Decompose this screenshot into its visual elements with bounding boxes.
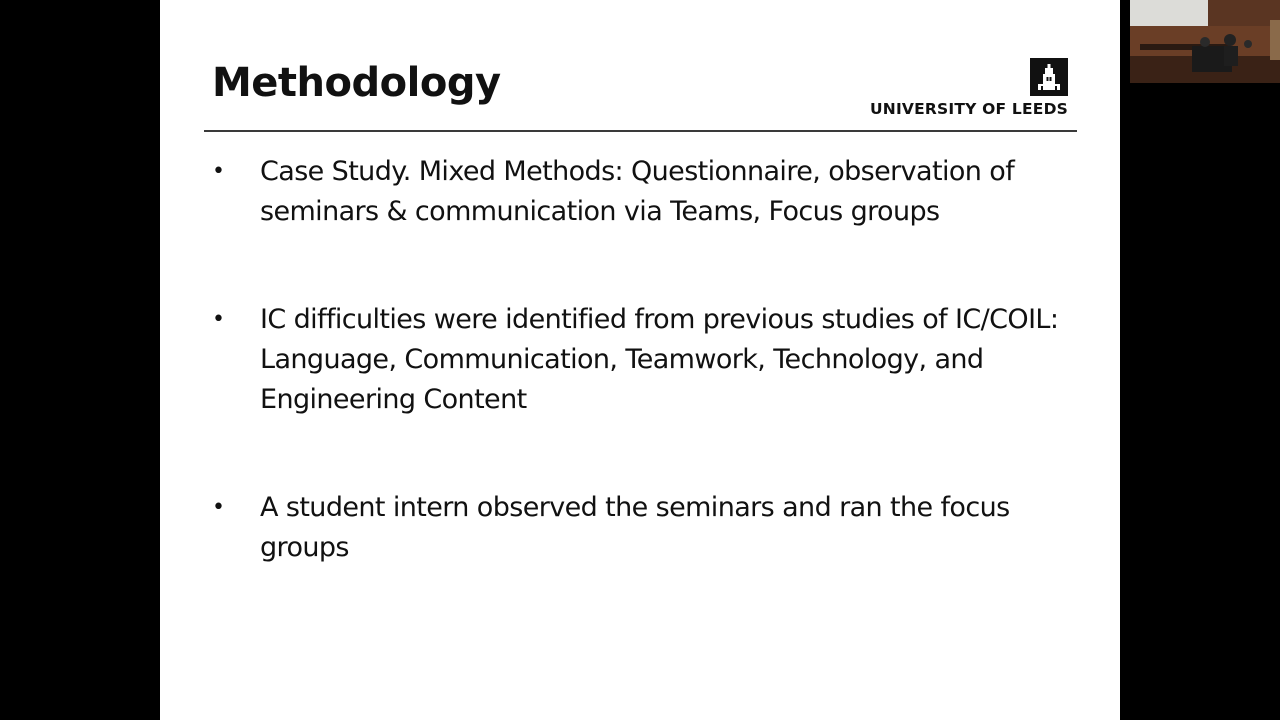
bullet-text: IC difficulties were identified from previous studies of IC/COIL: Language, Communication, Teamwork, Technology, and Engineering Content bbox=[260, 304, 1059, 415]
slide bbox=[160, 0, 1120, 720]
bullet-text: A student intern observed the seminars and ran the focus groups bbox=[260, 492, 1010, 563]
bullet-marker: • bbox=[212, 307, 225, 332]
slide-title: Methodology bbox=[212, 60, 501, 106]
speaker-video-thumbnail[interactable] bbox=[1130, 0, 1280, 83]
bullet-item bbox=[212, 152, 1072, 232]
university-tower-icon bbox=[1030, 58, 1068, 96]
bullet-item bbox=[212, 488, 1072, 568]
bullet-marker: • bbox=[212, 495, 225, 520]
university-logo bbox=[848, 58, 1068, 122]
bullet-marker: • bbox=[212, 159, 225, 184]
bullet-item bbox=[212, 300, 1072, 420]
title-divider bbox=[204, 130, 1077, 132]
bullet-text: Case Study. Mixed Methods: Questionnaire, observation of seminars & communication via Teams, Focus groups bbox=[260, 156, 1015, 227]
bullet-list bbox=[212, 152, 1072, 568]
logo-text: UNIVERSITY OF LEEDS bbox=[869, 100, 1068, 118]
